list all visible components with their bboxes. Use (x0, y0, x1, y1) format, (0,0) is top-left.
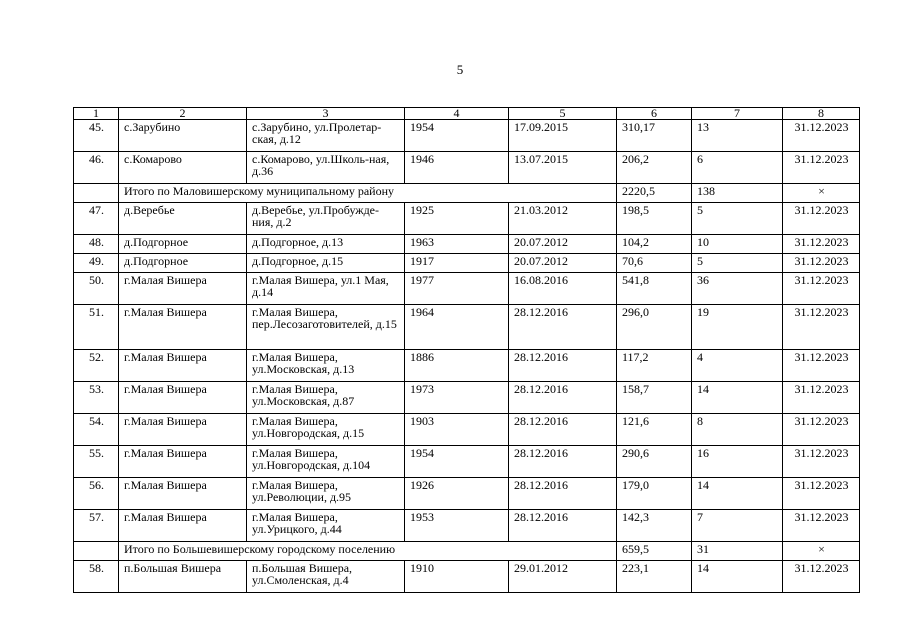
table-row (74, 510, 860, 542)
date-cell: 20.07.2012 (509, 235, 617, 254)
deadline-cell: 31.12.2023 (783, 254, 860, 273)
settlement-cell: г.Малая Вишера (119, 446, 247, 478)
date-cell: 29.01.2012 (509, 561, 617, 593)
count-cell: 4 (692, 350, 783, 382)
total-empty-cell (74, 184, 119, 203)
area-cell: 206,2 (617, 152, 692, 184)
settlement-cell: п.Большая Вишера (119, 561, 247, 593)
year-cell: 1964 (405, 305, 509, 350)
table-row (74, 561, 860, 593)
row-number: 58. (74, 561, 119, 593)
settlement-cell: д.Веребье (119, 203, 247, 235)
row-number: 55. (74, 446, 119, 478)
count-cell: 5 (692, 203, 783, 235)
date-cell: 20.07.2012 (509, 254, 617, 273)
row-number: 47. (74, 203, 119, 235)
address-cell: с.Комарово, ул.Школь-ная, д.36 (247, 152, 405, 184)
row-number: 48. (74, 235, 119, 254)
table-row (74, 120, 860, 152)
settlement-cell: д.Подгорное (119, 254, 247, 273)
table-row (74, 478, 860, 510)
total-row (74, 542, 860, 561)
year-cell: 1910 (405, 561, 509, 593)
year-cell: 1886 (405, 350, 509, 382)
area-cell: 121,6 (617, 414, 692, 446)
area-cell: 117,2 (617, 350, 692, 382)
area-cell: 296,0 (617, 305, 692, 350)
date-cell: 28.12.2016 (509, 350, 617, 382)
total-count: 31 (692, 542, 783, 561)
count-cell: 16 (692, 446, 783, 478)
table-row (74, 152, 860, 184)
column-number-row (74, 108, 860, 120)
total-label: Итого по Большевишерскому городскому поселению (119, 542, 617, 561)
date-cell: 28.12.2016 (509, 446, 617, 478)
row-number: 49. (74, 254, 119, 273)
date-cell: 16.08.2016 (509, 273, 617, 305)
total-area: 659,5 (617, 542, 692, 561)
table-row (74, 273, 860, 305)
address-cell: г.Малая Вишера, ул.Революции, д.95 (247, 478, 405, 510)
address-cell: г.Малая Вишера, ул.Новгородская, д.15 (247, 414, 405, 446)
total-area: 2220,5 (617, 184, 692, 203)
row-number: 52. (74, 350, 119, 382)
area-cell: 310,17 (617, 120, 692, 152)
deadline-cell: 31.12.2023 (783, 478, 860, 510)
deadline-cell: 31.12.2023 (783, 305, 860, 350)
count-cell: 7 (692, 510, 783, 542)
year-cell: 1953 (405, 510, 509, 542)
row-number: 50. (74, 273, 119, 305)
deadline-cell: 31.12.2023 (783, 382, 860, 414)
address-cell: п.Большая Вишера, ул.Смоленская, д.4 (247, 561, 405, 593)
count-cell: 6 (692, 152, 783, 184)
date-cell: 28.12.2016 (509, 382, 617, 414)
address-cell: г.Малая Вишера, пер.Лесозаготовителей, д.15 (247, 305, 405, 350)
deadline-cell: 31.12.2023 (783, 414, 860, 446)
date-cell: 28.12.2016 (509, 305, 617, 350)
year-cell: 1946 (405, 152, 509, 184)
count-cell: 19 (692, 305, 783, 350)
date-cell: 17.09.2015 (509, 120, 617, 152)
column-number: 5 (509, 108, 617, 120)
area-cell: 541,8 (617, 273, 692, 305)
date-cell: 28.12.2016 (509, 478, 617, 510)
area-cell: 290,6 (617, 446, 692, 478)
column-number: 3 (247, 108, 405, 120)
total-mark: × (783, 184, 860, 203)
area-cell: 198,5 (617, 203, 692, 235)
address-cell: д.Подгорное, д.13 (247, 235, 405, 254)
area-cell: 223,1 (617, 561, 692, 593)
address-cell: г.Малая Вишера, ул.1 Мая, д.14 (247, 273, 405, 305)
deadline-cell: 31.12.2023 (783, 120, 860, 152)
deadline-cell: 31.12.2023 (783, 273, 860, 305)
row-number: 54. (74, 414, 119, 446)
count-cell: 10 (692, 235, 783, 254)
total-count: 138 (692, 184, 783, 203)
address-cell: г.Малая Вишера, ул.Новгородская, д.104 (247, 446, 405, 478)
address-cell: д.Веребье, ул.Пробужде-ния, д.2 (247, 203, 405, 235)
column-number: 8 (783, 108, 860, 120)
settlement-cell: г.Малая Вишера (119, 414, 247, 446)
settlement-cell: г.Малая Вишера (119, 305, 247, 350)
column-number: 1 (74, 108, 119, 120)
row-number: 57. (74, 510, 119, 542)
table-row (74, 305, 860, 350)
deadline-cell: 31.12.2023 (783, 203, 860, 235)
year-cell: 1963 (405, 235, 509, 254)
year-cell: 1954 (405, 446, 509, 478)
table-row (74, 235, 860, 254)
area-cell: 179,0 (617, 478, 692, 510)
settlement-cell: д.Подгорное (119, 235, 247, 254)
table-row (74, 446, 860, 478)
column-number: 4 (405, 108, 509, 120)
area-cell: 142,3 (617, 510, 692, 542)
column-number: 2 (119, 108, 247, 120)
settlement-cell: г.Малая Вишера (119, 273, 247, 305)
year-cell: 1954 (405, 120, 509, 152)
total-mark: × (783, 542, 860, 561)
total-label: Итого по Маловишерскому муниципальному району (119, 184, 617, 203)
year-cell: 1903 (405, 414, 509, 446)
date-cell: 28.12.2016 (509, 414, 617, 446)
address-cell: с.Зарубино, ул.Пролетар-ская, д.12 (247, 120, 405, 152)
year-cell: 1925 (405, 203, 509, 235)
year-cell: 1926 (405, 478, 509, 510)
column-number: 7 (692, 108, 783, 120)
count-cell: 14 (692, 561, 783, 593)
settlement-cell: г.Малая Вишера (119, 510, 247, 542)
count-cell: 8 (692, 414, 783, 446)
total-empty-cell (74, 542, 119, 561)
area-cell: 158,7 (617, 382, 692, 414)
housing-table (73, 107, 860, 593)
address-cell: г.Малая Вишера, ул.Урицкого, д.44 (247, 510, 405, 542)
row-number: 46. (74, 152, 119, 184)
area-cell: 104,2 (617, 235, 692, 254)
row-number: 56. (74, 478, 119, 510)
row-number: 53. (74, 382, 119, 414)
table-row (74, 203, 860, 235)
deadline-cell: 31.12.2023 (783, 446, 860, 478)
year-cell: 1917 (405, 254, 509, 273)
settlement-cell: с.Комарово (119, 152, 247, 184)
column-number: 6 (617, 108, 692, 120)
settlement-cell: с.Зарубино (119, 120, 247, 152)
year-cell: 1973 (405, 382, 509, 414)
total-row (74, 184, 860, 203)
year-cell: 1977 (405, 273, 509, 305)
settlement-cell: г.Малая Вишера (119, 350, 247, 382)
date-cell: 28.12.2016 (509, 510, 617, 542)
address-cell: г.Малая Вишера, ул.Московская, д.13 (247, 350, 405, 382)
deadline-cell: 31.12.2023 (783, 561, 860, 593)
address-cell: г.Малая Вишера, ул.Московская, д.87 (247, 382, 405, 414)
table-row (74, 382, 860, 414)
page-number: 5 (456, 62, 464, 77)
date-cell: 21.03.2012 (509, 203, 617, 235)
deadline-cell: 31.12.2023 (783, 350, 860, 382)
count-cell: 36 (692, 273, 783, 305)
deadline-cell: 31.12.2023 (783, 152, 860, 184)
address-cell: д.Подгорное, д.15 (247, 254, 405, 273)
deadline-cell: 31.12.2023 (783, 235, 860, 254)
table-row (74, 414, 860, 446)
area-cell: 70,6 (617, 254, 692, 273)
settlement-cell: г.Малая Вишера (119, 382, 247, 414)
table-row (74, 350, 860, 382)
count-cell: 14 (692, 382, 783, 414)
row-number: 45. (74, 120, 119, 152)
settlement-cell: г.Малая Вишера (119, 478, 247, 510)
deadline-cell: 31.12.2023 (783, 510, 860, 542)
row-number: 51. (74, 305, 119, 350)
table-row (74, 254, 860, 273)
count-cell: 13 (692, 120, 783, 152)
date-cell: 13.07.2015 (509, 152, 617, 184)
count-cell: 5 (692, 254, 783, 273)
count-cell: 14 (692, 478, 783, 510)
